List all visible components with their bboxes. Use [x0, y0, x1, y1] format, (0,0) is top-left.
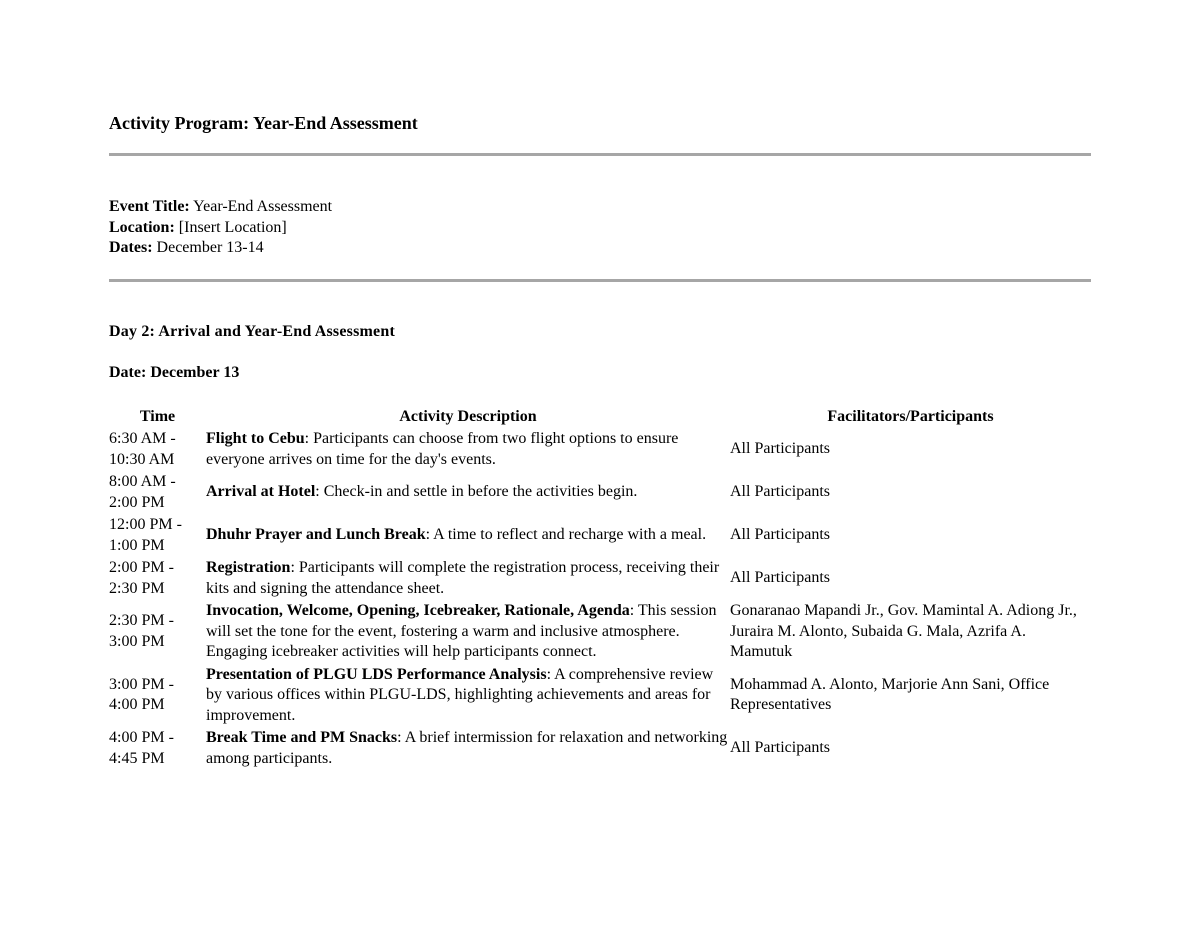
time-cell: 8:00 AM - 2:00 PM — [109, 473, 176, 511]
location-value: [Insert Location] — [178, 218, 287, 236]
dates-line — [109, 238, 332, 259]
facilitators-column-header: Facilitators/Participants — [827, 407, 994, 425]
table-row — [109, 514, 1091, 557]
activity-title: Dhuhr Prayer and Lunch Break — [206, 526, 426, 544]
event-title-line — [109, 197, 332, 218]
time-cell: 2:00 PM - 2:30 PM — [109, 559, 174, 597]
activity-description: : Participants will complete the registration process, receiving their kits and signing the attendance sheet. — [206, 559, 720, 597]
dates-value: December 13-14 — [156, 239, 264, 256]
time-cell: 6:30 AM - 10:30 AM — [109, 430, 176, 468]
time-column-header: Time — [139, 407, 176, 425]
table-header-row — [109, 406, 1091, 428]
activity-cell — [206, 471, 730, 514]
time-cell: 12:00 PM - 1:00 PM — [109, 516, 182, 554]
event-meta — [109, 197, 332, 259]
event-title-label: Event Title: — [109, 198, 190, 215]
facilitators-cell: All Participants — [730, 739, 830, 757]
activity-title: Break Time and PM Snacks — [206, 729, 398, 746]
table-row — [109, 600, 1091, 664]
activity-description: : A comprehensive review by various offices within PLGU-LDS, highlighting achievements and areas for improvement. — [206, 665, 714, 724]
activity-title: Invocation, Welcome, Opening, Icebreaker, Rationale, Agenda — [206, 602, 630, 619]
horizontal-rule — [109, 153, 1091, 156]
table-row — [109, 428, 1091, 471]
activity-cell — [206, 727, 730, 770]
table-row — [109, 727, 1091, 770]
activity-column-header: Activity Description — [399, 407, 537, 425]
horizontal-rule — [109, 279, 1091, 282]
activity-description: : Check-in and settle in before the activities begin. — [315, 483, 638, 501]
activity-title: Flight to Cebu — [206, 430, 305, 447]
program-table — [109, 406, 1091, 770]
time-cell: 4:00 PM - 4:45 PM — [109, 729, 174, 767]
activity-title: Presentation of PLGU LDS Performance Analysis — [206, 665, 547, 683]
activity-title: Arrival at Hotel — [206, 483, 316, 501]
date-heading: Date: December 13 — [109, 364, 240, 381]
activity-description: : A brief intermission for relaxation and networking among participants. — [206, 729, 728, 767]
activity-cell — [206, 514, 730, 557]
activity-description: : Participants can choose from two flight options to ensure everyone arrives on time for the day's events. — [206, 430, 679, 468]
day-heading: Day 2: Arrival and Year-End Assessment — [109, 323, 395, 340]
facilitators-cell: All Participants — [730, 569, 830, 587]
activity-cell — [206, 664, 730, 728]
facilitators-cell: All Participants — [730, 483, 830, 501]
facilitators-cell: All Participants — [730, 526, 830, 544]
document-title: Activity Program: Year-End Assessment — [109, 113, 418, 133]
dates-label: Dates: — [109, 239, 153, 256]
activity-cell — [206, 557, 730, 600]
activity-cell — [206, 600, 730, 664]
facilitators-cell: Mohammad A. Alonto, Marjorie Ann Sani, Office Representatives — [730, 675, 1050, 714]
activity-cell — [206, 428, 730, 471]
activity-description: : This session will set the tone for the event, fostering a warm and inclusive atmosphere. Engaging icebreaker activities will help participants connect. — [206, 602, 717, 660]
activity-title: Registration — [206, 559, 291, 576]
table-row — [109, 557, 1091, 600]
event-title-value: Year-End Assessment — [193, 198, 333, 215]
time-cell: 2:30 PM - 3:00 PM — [109, 612, 174, 650]
table-row — [109, 471, 1091, 514]
activity-description: : A time to reflect and recharge with a meal. — [425, 526, 707, 544]
facilitators-cell: Gonaranao Mapandi Jr., Gov. Mamintal A. Adiong Jr., Juraira M. Alonto, Subaida G. Mala, Azrifa A. Mamutuk — [730, 602, 1077, 660]
location-line — [109, 218, 332, 239]
time-cell: 3:00 PM - 4:00 PM — [109, 675, 174, 714]
facilitators-cell: All Participants — [730, 440, 830, 458]
location-label: Location: — [109, 218, 175, 236]
table-row — [109, 664, 1091, 728]
